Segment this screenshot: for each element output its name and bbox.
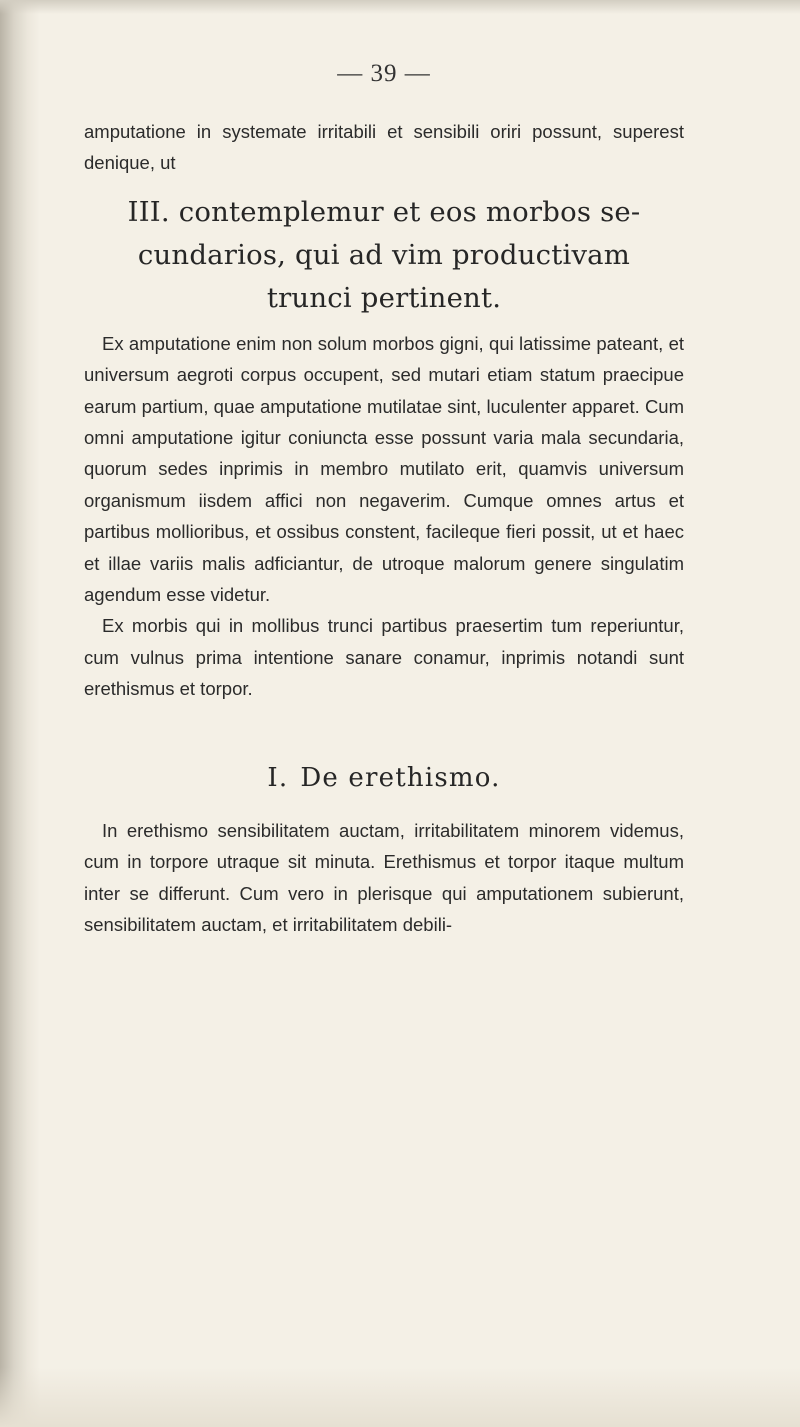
heading-iii-line-2: cundarios, qui ad vim productivam (137, 238, 631, 271)
subsection-heading-erethismo (84, 763, 684, 793)
page-bottom-shadow (0, 1367, 800, 1427)
subsection-title: De erethismo. (300, 762, 501, 793)
section-heading-iii (84, 191, 684, 320)
page-top-shadow (0, 0, 800, 14)
heading-iii-line-3: trunci pertinent. (266, 281, 502, 314)
closing-paragraph: In erethismo sensibilitatem auctam, irritabilitatem minorem videmus, cum in torpore utraque sit minuta. Erethismus et torpor itaque multum inter se differunt. Cum vero in plerisque qui amputationem subierunt, sensibilitatem auctam, et irritabilitatem debili- (84, 819, 684, 935)
heading-iii-line-1: III. contemplemur et eos morbos se- (127, 195, 641, 228)
subsection-numeral: I. (267, 762, 289, 793)
body-paragraph-2: Ex morbis qui in mollibus trunci partibus praesertim tum reperiuntur, cum vulnus prima intentione sanare conamur, inprimis notandi sunt erethismus et torpor. (84, 615, 684, 700)
page-number: — 39 — (337, 60, 431, 87)
page-content (84, 60, 684, 940)
opening-paragraph: amputatione in systemate irritabili et sensibili oriri possunt, superest denique, ut (84, 121, 684, 174)
body-paragraph-1: Ex amputatione enim non solum morbos gigni, qui latissime pateant, et universum aegroti corpus occupent, sed mutari etiam statum praecipue earum partium, quae amputatione mutilatae sint, luculenter apparet. Cum omni amputatione igitur coniuncta esse possunt varia mala secundaria, quorum sedes inprimis in membro mutilato erit, quamvis universum organismum iisdem affici non negaverim. Cumque omnes artus et partibus mollioribus, et ossibus constent, facileque fieri possit, ut et haec et illae variis malis adficiantur, de utroque malorum genere singulatim agendum esse videtur. (84, 332, 684, 606)
page-edge-shadow (0, 0, 40, 1427)
